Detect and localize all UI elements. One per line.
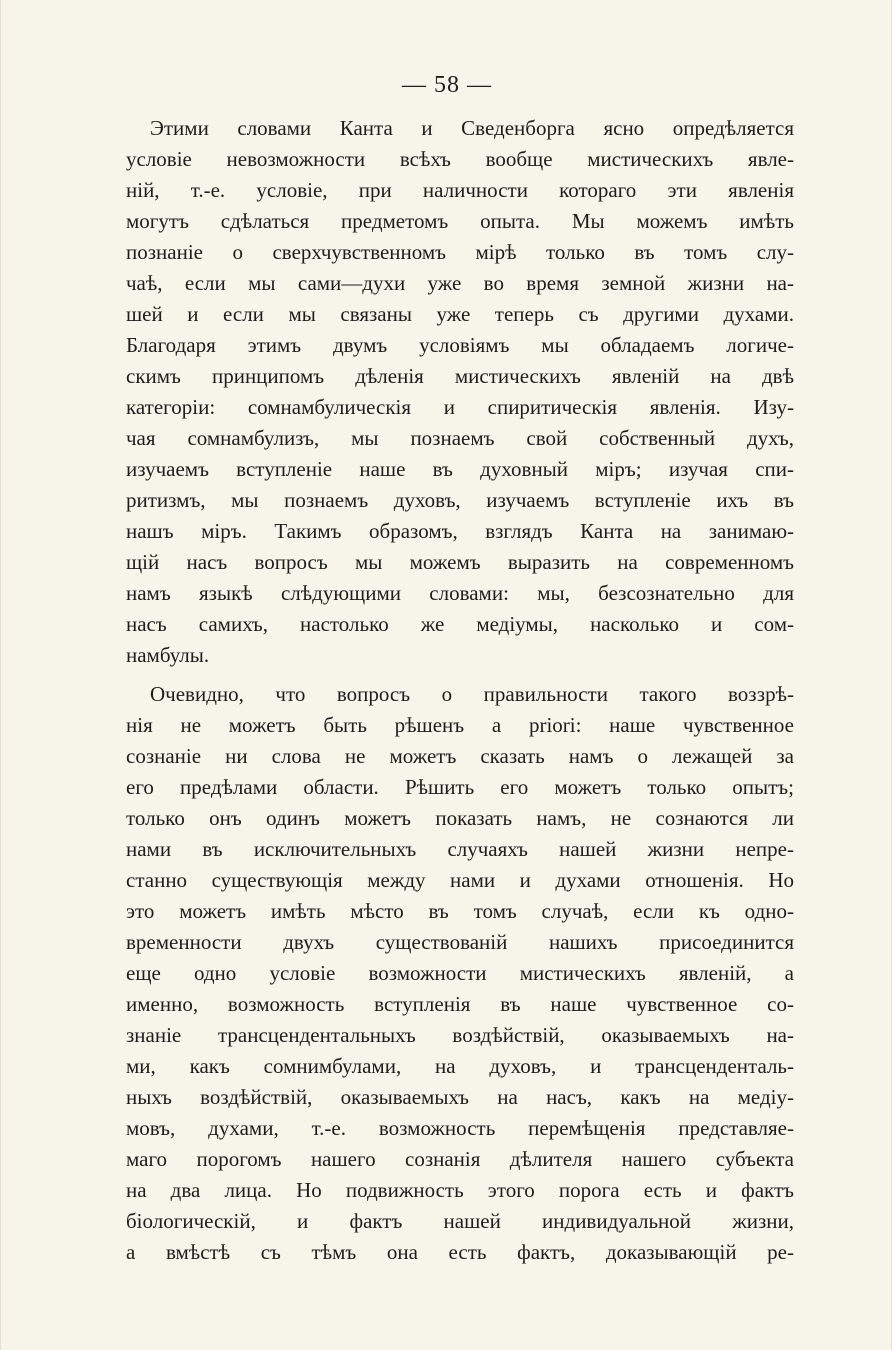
body-text — [126, 113, 794, 1268]
text-line: категоріи: сомнамбулическія и спиритическія явленія. Изу- — [126, 395, 794, 419]
text-line: могутъ сдѣлаться предметомъ опыта. Мы можемъ имѣть — [126, 209, 794, 233]
text-line: мовъ, духами, т.-е. возможность перемѣщенія представляе- — [126, 1116, 794, 1140]
text-line: на два лица. Но подвижность этого порога есть и фактъ — [126, 1178, 794, 1202]
text-line: временности двухъ существованій нашихъ присоединится — [126, 930, 794, 954]
text-line: нія не можетъ быть рѣшенъ a priori: наше чувственное — [126, 713, 794, 737]
text-line: его предѣлами области. Рѣшить его можетъ только опытъ; — [126, 775, 794, 799]
text-line: ній, т.-е. условіе, при наличности котораго эти явленія — [126, 178, 794, 202]
paragraph-2 — [126, 679, 794, 1268]
text-line: сознаніе ни слова не можетъ сказать намъ о лежащей за — [126, 744, 794, 768]
text-line: Благодаря этимъ двумъ условіямъ мы обладаемъ логиче- — [126, 333, 794, 357]
text-line: чаѣ, если мы сами—духи уже во время земной жизни на- — [126, 271, 794, 295]
text-line: Очевидно, что вопросъ о правильности такого воззрѣ- — [150, 682, 794, 706]
text-line: а вмѣстѣ съ тѣмъ она есть фактъ, доказывающій ре- — [126, 1240, 794, 1264]
text-line: станно существующія между нами и духами отношенія. Но — [126, 868, 794, 892]
text-line: ныхъ воздѣйствій, оказываемыхъ на насъ, какъ на медіу- — [126, 1085, 794, 1109]
text-line: нами въ исключительныхъ случаяхъ нашей жизни непре- — [126, 837, 794, 861]
text-line: щій насъ вопросъ мы можемъ выразить на современномъ — [126, 550, 794, 574]
text-line: чая сомнамбулизъ, мы познаемъ свой собственный духъ, — [126, 426, 794, 450]
text-line: изучаемъ вступленіе наше въ духовный міръ; изучая спи- — [126, 457, 794, 481]
text-line: біологическій, и фактъ нашей индивидуальной жизни, — [126, 1209, 794, 1233]
text-line: условіе невозможности всѣхъ вообще мистическихъ явле- — [126, 147, 794, 171]
paragraph-1 — [126, 113, 794, 671]
text-line: скимъ принципомъ дѣленія мистическихъ явленій на двѣ — [126, 364, 794, 388]
text-line: ми, какъ сомнимбулами, на духовъ, и трансценденталь- — [126, 1054, 794, 1078]
text-line: маго порогомъ нашего сознанія дѣлителя нашего субъекта — [126, 1147, 794, 1171]
text-line: только онъ одинъ можетъ показать намъ, не сознаются ли — [126, 806, 794, 830]
text-line: шей и если мы связаны уже теперь съ другими духами. — [126, 302, 794, 326]
text-line: Этими словами Канта и Сведенборга ясно опредѣляется — [150, 116, 794, 140]
text-line: насъ самихъ, настолько же медіумы, насколько и сом- — [126, 612, 794, 636]
page-number: — 58 — — [402, 72, 492, 98]
text-line: намбулы. — [126, 643, 210, 667]
text-line: нашъ міръ. Такимъ образомъ, взглядъ Канта на занимаю- — [126, 519, 794, 543]
text-line: еще одно условіе возможности мистическихъ явленій, а — [126, 961, 794, 985]
text-line: это можетъ имѣть мѣсто въ томъ случаѣ, если къ одно- — [126, 899, 794, 923]
text-line: намъ языкѣ слѣдующими словами: мы, безсознательно для — [126, 581, 794, 605]
text-line: познаніе о сверхчувственномъ мірѣ только въ томъ слу- — [126, 240, 794, 264]
text-line: именно, возможность вступленія въ наше чувственное со- — [126, 992, 794, 1016]
text-line: знаніе трансцендентальныхъ воздѣйствій, оказываемыхъ на- — [126, 1023, 794, 1047]
text-line: ритизмъ, мы познаемъ духовъ, изучаемъ вступленіе ихъ въ — [126, 488, 794, 512]
